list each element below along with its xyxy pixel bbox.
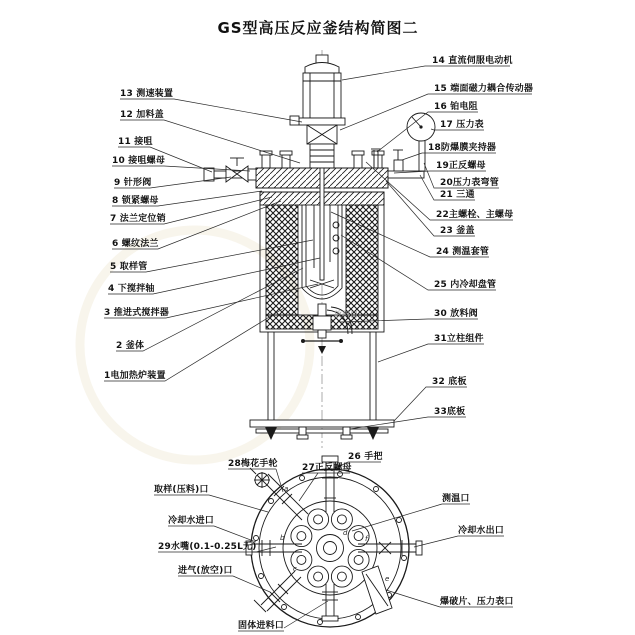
point-letter-d: d <box>343 529 348 537</box>
label-11: 11 接咀 <box>118 137 153 147</box>
magnetic-coupling <box>310 144 334 168</box>
point-letter-f: f <box>365 535 368 543</box>
label-1: 1电加热炉装置 <box>104 371 166 381</box>
label-4: 4 下搅拌轴 <box>108 284 155 294</box>
label-12: 12 加料盖 <box>120 110 164 120</box>
burst-disc-holder <box>394 160 403 171</box>
page-title: GS型高压反应釜结构简图二 <box>217 19 419 37</box>
label-solid-feed-port: 固体进料口 <box>238 621 285 631</box>
label-temp-port: 测温口 <box>442 494 470 504</box>
solid-feed-stem <box>322 584 338 621</box>
discharge-port-label: 放料口 <box>334 310 358 319</box>
gas-vent-stem <box>254 571 301 612</box>
label-10: 10 接咀螺母 <box>112 156 166 166</box>
label-26-handle: 26 手把 <box>348 452 383 462</box>
label-22: 22主螺栓、主螺母 <box>436 210 514 220</box>
label-2: 2 釜体 <box>116 341 145 351</box>
point-letter-c: c <box>293 565 297 573</box>
point-letter-e: e <box>385 575 390 583</box>
servo-motor <box>290 55 345 144</box>
label-15: 15 端面磁力耦合传动器 <box>434 84 534 94</box>
stirring-shaft <box>320 168 324 280</box>
label-13: 13 测速装置 <box>120 89 174 99</box>
cooling-outlet-stem <box>358 540 422 556</box>
needle-valve <box>226 166 248 182</box>
label-cooling-in: 冷却水进口 <box>168 516 215 526</box>
point-letter-a: a <box>284 485 289 493</box>
nozzle <box>204 168 214 181</box>
label-5: 5 取样管 <box>110 262 148 272</box>
label-7: 7 法兰定位销 <box>110 214 166 224</box>
label-17: 17 压力表 <box>440 120 484 130</box>
label-20: 20压力表弯管 <box>440 178 499 188</box>
label-24: 24 测温套管 <box>436 247 490 257</box>
label-sampling-port: 取样(压料)口 <box>154 485 209 495</box>
main-bolt-circles <box>291 509 369 587</box>
main-cross-section <box>204 50 435 448</box>
label-18: 18防爆膜夹持器 <box>428 143 497 153</box>
label-9: 9 针形阀 <box>114 178 152 188</box>
label-33: 33底板 <box>434 407 466 417</box>
label-27-nut: 27正反螺母 <box>302 463 352 473</box>
label-29-water-nozzle: 29水嘴(0.1-0.25L无) <box>158 542 257 552</box>
label-32: 32 底板 <box>432 377 467 387</box>
label-3: 3 推进式搅拌器 <box>104 308 169 318</box>
label-rupture-disc-port: 爆破片、压力表口 <box>440 597 514 607</box>
label-25: 25 内冷却盘管 <box>434 280 497 290</box>
label-23: 23 釜盖 <box>440 226 475 236</box>
label-gas-vent-port: 进气(放空)口 <box>178 566 233 576</box>
point-letter-b: b <box>280 534 285 542</box>
label-21: 21 三通 <box>440 190 475 200</box>
label-30: 30 放料阀 <box>434 309 478 319</box>
lid-top-view <box>246 456 422 627</box>
label-31: 31立柱组件 <box>434 334 484 344</box>
label-6: 6 螺纹法兰 <box>112 239 159 249</box>
label-16: 16 铂电阻 <box>434 102 478 112</box>
label-14: 14 直流伺服电动机 <box>432 56 513 66</box>
part-labels-right <box>428 54 533 417</box>
label-19: 19正反螺母 <box>436 161 486 171</box>
label-8: 8 锁紧螺母 <box>112 196 159 206</box>
label-cooling-out: 冷却水出口 <box>458 526 505 536</box>
label-28-handwheel: 28梅花手轮 <box>228 459 278 469</box>
